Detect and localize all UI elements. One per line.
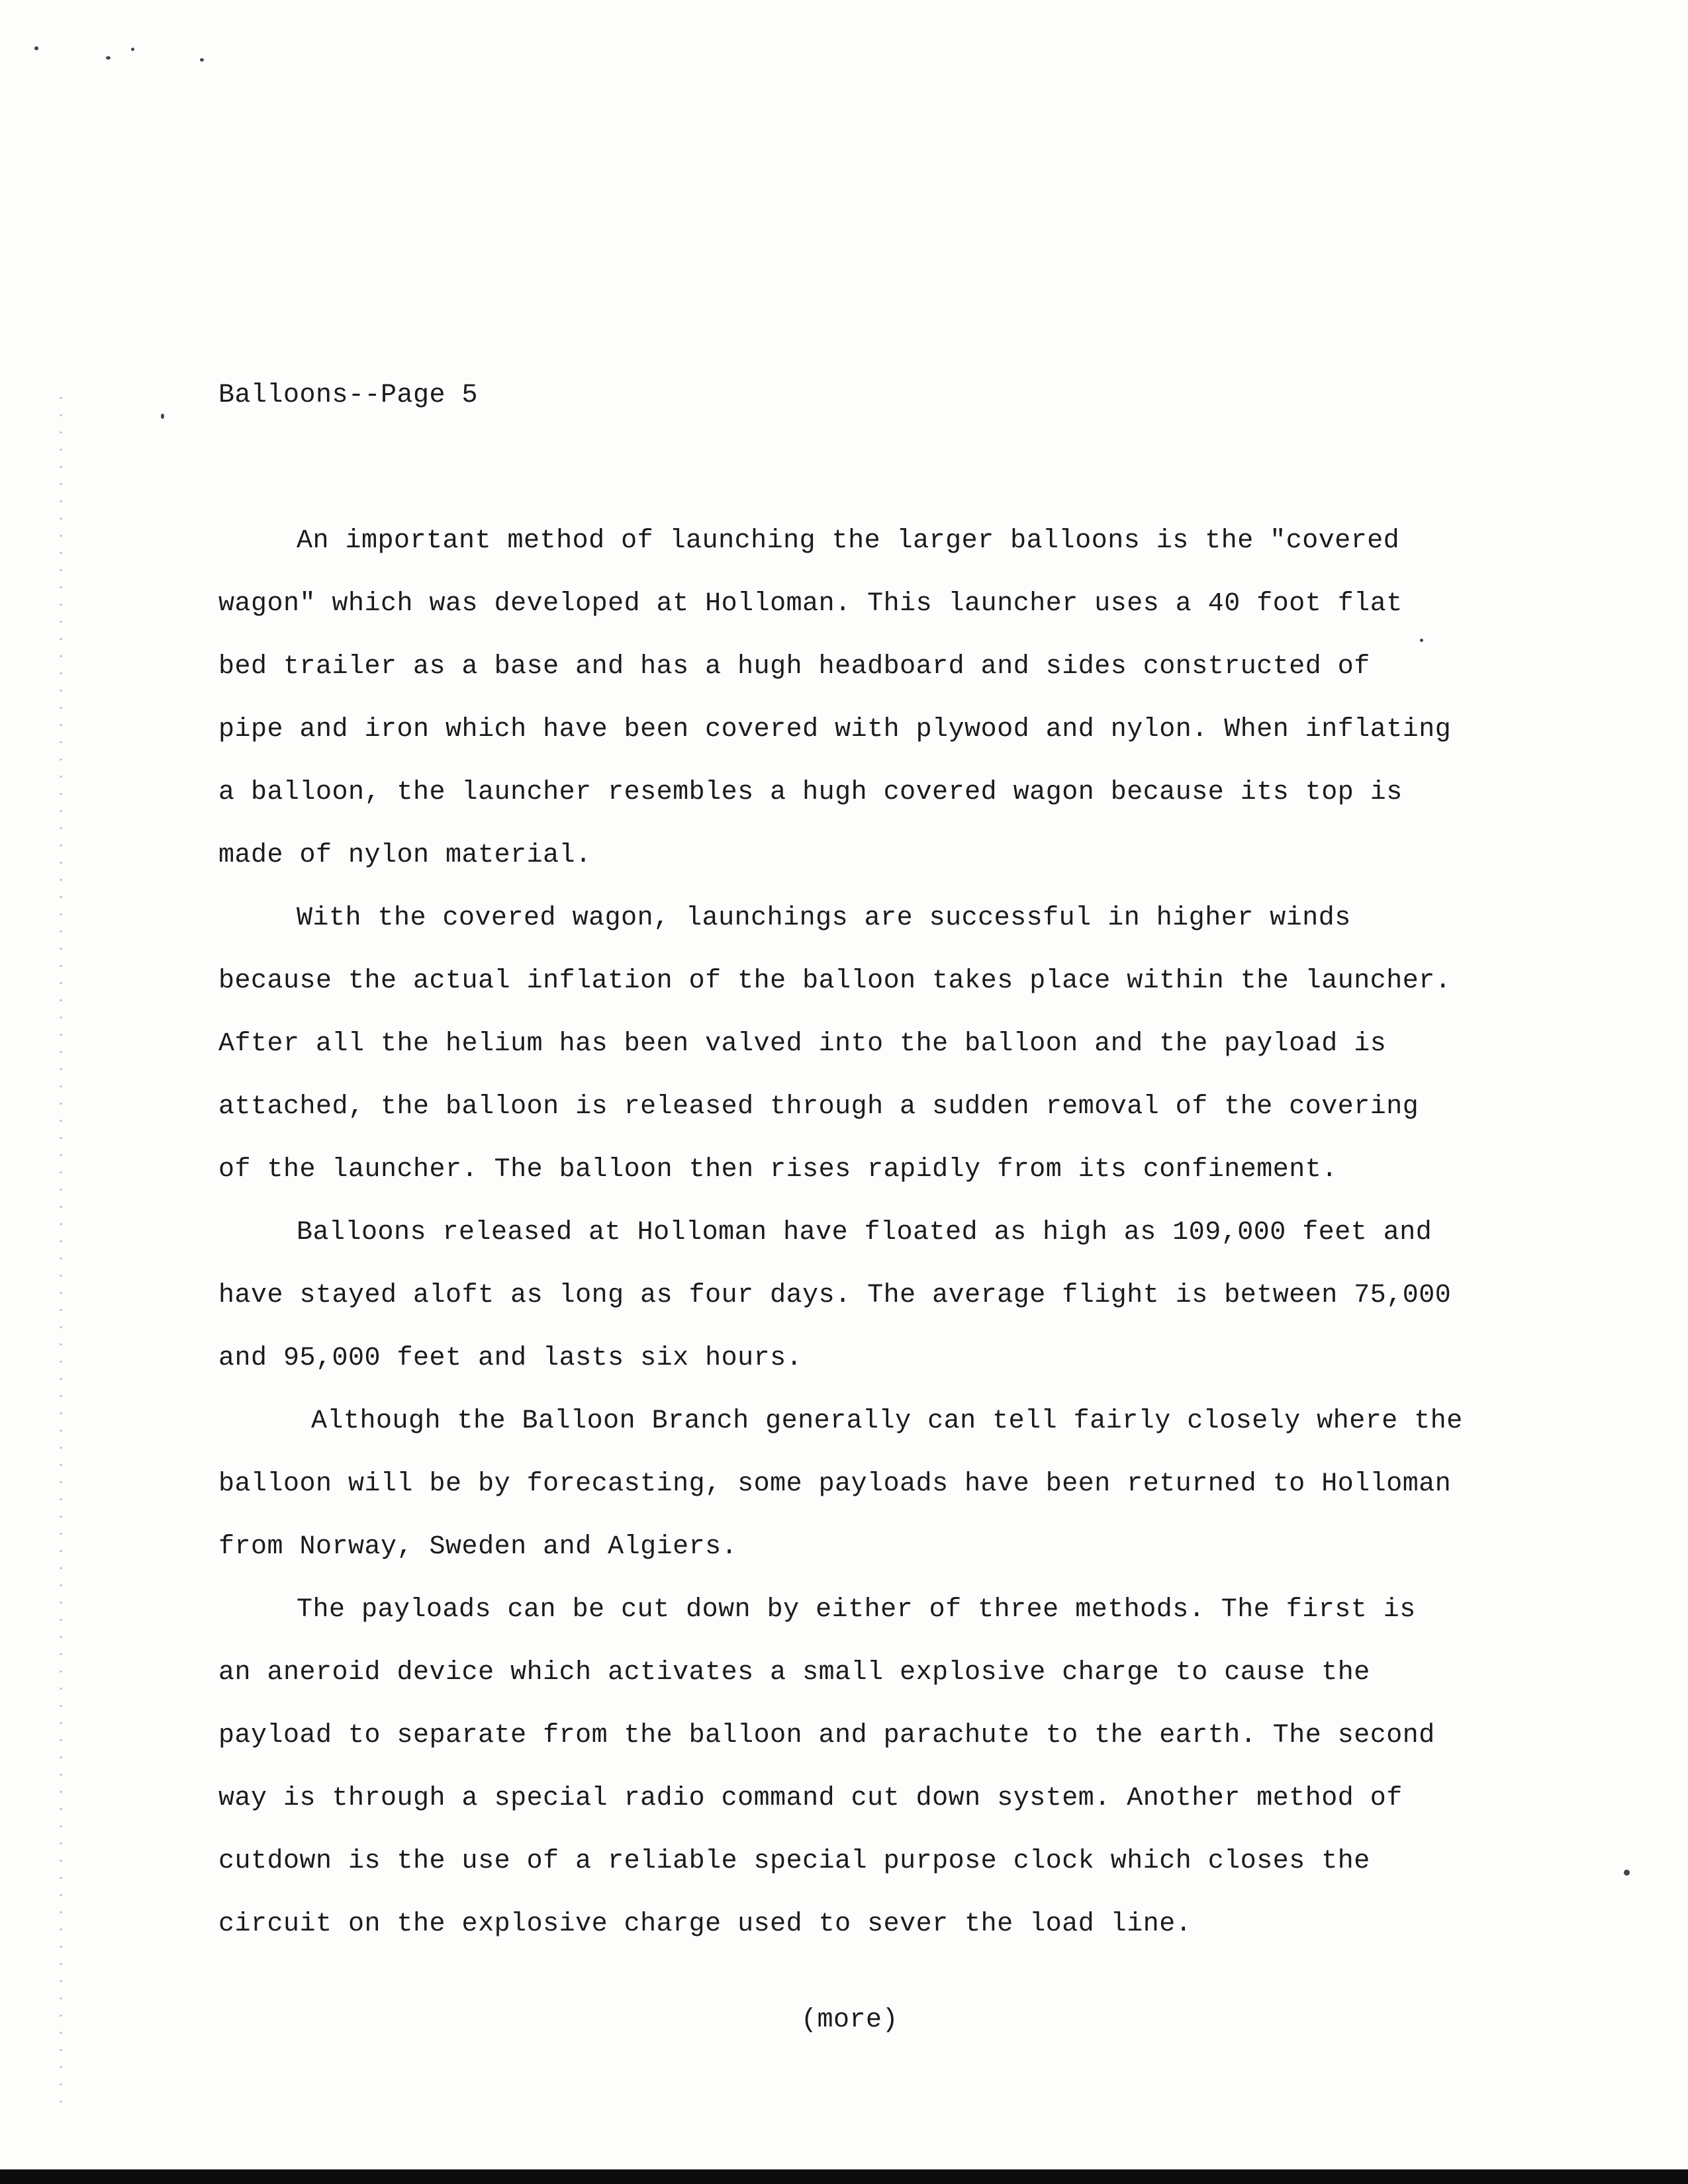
page-header: Balloons--Page 5 (218, 381, 479, 410)
text-line: After all the helium has been valved into the balloon and the payload is (218, 1029, 1387, 1059)
text-line: pipe and iron which have been covered with plywood and nylon. When inflating (218, 715, 1452, 745)
scan-speck (161, 414, 164, 419)
text-line: circuit on the explosive charge used to sever the load line. (218, 1909, 1192, 1939)
text-line: The payloads can be cut down by either of three methods. The first is (297, 1595, 1416, 1625)
text-line: because the actual inflation of the balloon takes place within the launcher. (218, 966, 1452, 996)
text-line: and 95,000 feet and lasts six hours. (218, 1343, 803, 1373)
paragraph (218, 1578, 1476, 1956)
text-line: wagon" which was developed at Holloman. This launcher uses a 40 foot flat (218, 589, 1403, 619)
text-line: attached, the balloon is released through a sudden removal of the covering (218, 1092, 1419, 1122)
scan-speck (131, 48, 134, 51)
text-line: With the covered wagon, launchings are successful in higher winds (297, 903, 1351, 933)
continuation-marker: (more) (801, 2005, 899, 2035)
text-line: have stayed aloft as long as four days. The average flight is between 75,000 (218, 1281, 1452, 1310)
scan-speck (200, 58, 204, 62)
body-text (218, 510, 1476, 1956)
text-line: a balloon, the launcher resembles a hugh covered wagon because its top is (218, 778, 1403, 807)
scan-margin-marks (60, 397, 62, 2118)
scan-speck (34, 46, 38, 50)
text-line: made of nylon material. (218, 841, 592, 870)
text-line: Balloons released at Holloman have floated as high as 109,000 feet and (297, 1218, 1432, 1248)
text-line: Although the Balloon Branch generally can tell fairly closely where the (311, 1406, 1463, 1436)
text-line: of the launcher. The balloon then rises rapidly from its confinement. (218, 1155, 1338, 1185)
text-line: from Norway, Sweden and Algiers. (218, 1532, 738, 1562)
text-line: bed trailer as a base and has a hugh headboard and sides constructed of (218, 652, 1370, 682)
text-line: cutdown is the use of a reliable special purpose clock which closes the (218, 1846, 1370, 1876)
scan-bottom-edge (0, 2169, 1688, 2184)
paragraph (218, 887, 1476, 1201)
scan-speck (106, 56, 111, 60)
text-line: way is through a special radio command cut down system. Another method of (218, 1784, 1403, 1813)
paragraph (218, 1390, 1476, 1578)
paragraph (218, 510, 1476, 887)
text-line: payload to separate from the balloon and parachute to the earth. The second (218, 1721, 1435, 1751)
paragraph (218, 1201, 1476, 1390)
text-line: An important method of launching the larger balloons is the "covered (297, 526, 1400, 556)
scan-speck (1624, 1870, 1630, 1876)
text-line: balloon will be by forecasting, some payloads have been returned to Holloman (218, 1469, 1452, 1499)
text-line: an aneroid device which activates a small explosive charge to cause the (218, 1658, 1370, 1688)
